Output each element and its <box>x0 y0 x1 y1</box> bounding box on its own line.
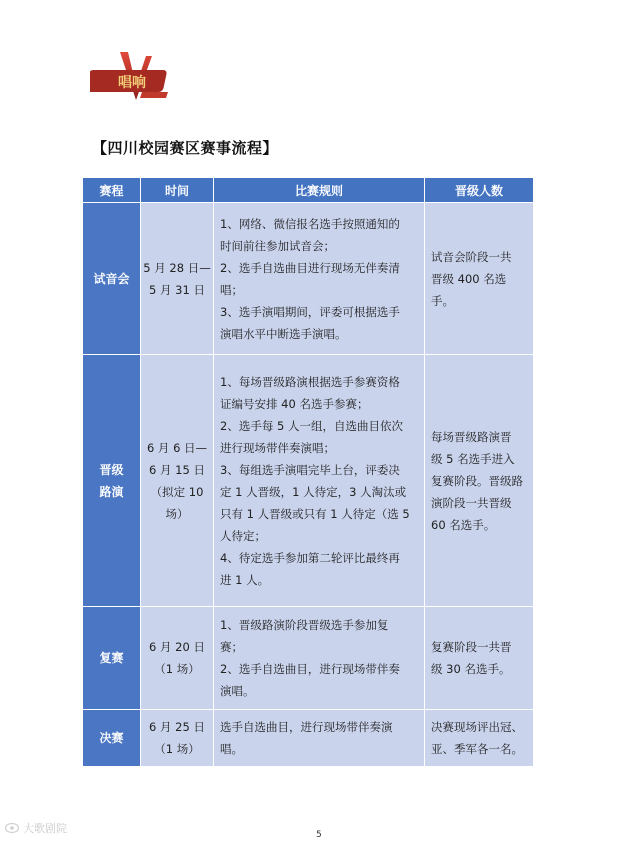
stage-text: 决赛 <box>99 731 124 745</box>
rule-text: 唱。 <box>220 742 243 756</box>
stage-text: 试音会 <box>93 271 130 286</box>
stage-text: 路演 <box>99 484 124 499</box>
rule-text: 进行现场带伴奏演唱； <box>220 440 335 455</box>
time-text: （1 场） <box>154 662 200 676</box>
rule-text: 2、选手每 5 人一组，自选曲目依次 <box>220 418 403 433</box>
promotion-text: 复赛阶段一共晋 <box>431 640 512 654</box>
promotion-cell <box>425 607 534 710</box>
schedule-table <box>82 177 534 767</box>
watermark <box>4 820 67 836</box>
promotion-text: 演阶段一共晋级 <box>431 495 512 510</box>
time-text: 5 月 31 日 <box>149 282 205 297</box>
rule-text: 2、选手自选曲目，进行现场带伴奏 <box>220 662 400 676</box>
promotion-text: 级 5 名选手进入 <box>431 451 515 466</box>
promotion-text: 试音会阶段一共 <box>431 249 512 264</box>
rules-cell <box>214 355 425 607</box>
page-number: 5 <box>316 830 322 840</box>
time-cell <box>141 710 214 767</box>
rule-text: 人待定； <box>220 528 266 543</box>
rules-cell <box>214 203 425 355</box>
rule-text: 1、晋级路演阶段晋级选手参加复 <box>220 618 389 632</box>
promotion-text: 每场晋级路演晋 <box>431 429 512 444</box>
rule-text: 选手自选曲目，进行现场带伴奏演 <box>220 720 393 734</box>
section-title: 【四川校园赛区赛事流程】 <box>92 139 279 157</box>
rule-text: 证编号安排 40 名选手参赛； <box>220 396 369 411</box>
rule-text: 3、选手演唱期间，评委可根据选手 <box>220 304 400 319</box>
stage-cell <box>83 607 141 710</box>
watermark-icon <box>4 822 20 834</box>
time-text: 场） <box>165 506 189 521</box>
rule-text: 唱； <box>220 282 243 297</box>
time-cell <box>141 607 214 710</box>
logo <box>90 48 190 110</box>
time-text: （1 场） <box>154 742 200 756</box>
rule-text: 1、每场晋级路演根据选手参赛资格 <box>220 374 400 389</box>
rule-text: 只有 1 人晋级或只有 1 人待定（选 5 <box>220 506 410 521</box>
time-text: 6 月 20 日 <box>149 640 205 654</box>
rules-cell <box>214 607 425 710</box>
time-text: 6 月 15 日 <box>149 462 205 477</box>
header-time: 时间 <box>141 178 214 203</box>
time-text: 6 月 25 日 <box>149 720 205 734</box>
time-text: 5 月 28 日— <box>143 260 211 275</box>
rule-text: 赛； <box>220 640 243 654</box>
rule-text: 2、选手自选曲目进行现场无伴奏清 <box>220 260 400 275</box>
rules-cell <box>214 710 425 767</box>
rule-text: 演唱水平中断选手演唱。 <box>220 326 347 341</box>
stage-cell <box>83 203 141 355</box>
promotion-cell <box>425 203 534 355</box>
promotion-text: 60 名选手。 <box>431 517 496 532</box>
time-text: 6 月 6 日— <box>146 440 208 455</box>
stage-text: 晋级 <box>99 462 124 477</box>
rule-text: 4、待定选手参加第二轮评比最终再 <box>220 550 400 565</box>
table-row <box>83 355 534 607</box>
promotion-text: 亚、季军各一名。 <box>431 742 523 756</box>
header-stage: 赛程 <box>83 178 141 203</box>
watermark-text: 大歌剧院 <box>23 822 67 835</box>
table-header-row <box>83 178 534 203</box>
time-text: （拟定 10 <box>150 484 204 499</box>
rule-text: 定 1 人晋级，1 人待定，3 人淘汰或 <box>220 484 407 499</box>
stage-text: 复赛 <box>99 651 124 665</box>
stage-cell <box>83 710 141 767</box>
promotion-cell <box>425 710 534 767</box>
promotion-text: 决赛现场评出冠、 <box>431 720 523 734</box>
time-cell <box>141 355 214 607</box>
header-rules: 比赛规则 <box>214 178 425 203</box>
rule-text: 进 1 人。 <box>220 572 270 587</box>
table-row <box>83 203 534 355</box>
time-cell <box>141 203 214 355</box>
table-row <box>83 710 534 767</box>
logo-text: 唱响 <box>118 75 146 91</box>
promotion-text: 复赛阶段。晋级路 <box>431 473 523 488</box>
table-row <box>83 607 534 710</box>
rule-text: 1、网络、微信报名选手按照通知的 <box>220 216 400 231</box>
rule-text: 时间前往参加试音会； <box>220 238 335 253</box>
promotion-text: 级 30 名选手。 <box>431 662 511 676</box>
rule-text: 演唱。 <box>220 684 255 698</box>
promotion-cell <box>425 355 534 607</box>
stage-cell <box>83 355 141 607</box>
promotion-text: 晋级 400 名选手。 <box>431 271 507 308</box>
header-promotion: 晋级人数 <box>425 178 534 203</box>
rule-text: 3、每组选手演唱完毕上台，评委决 <box>220 462 400 477</box>
